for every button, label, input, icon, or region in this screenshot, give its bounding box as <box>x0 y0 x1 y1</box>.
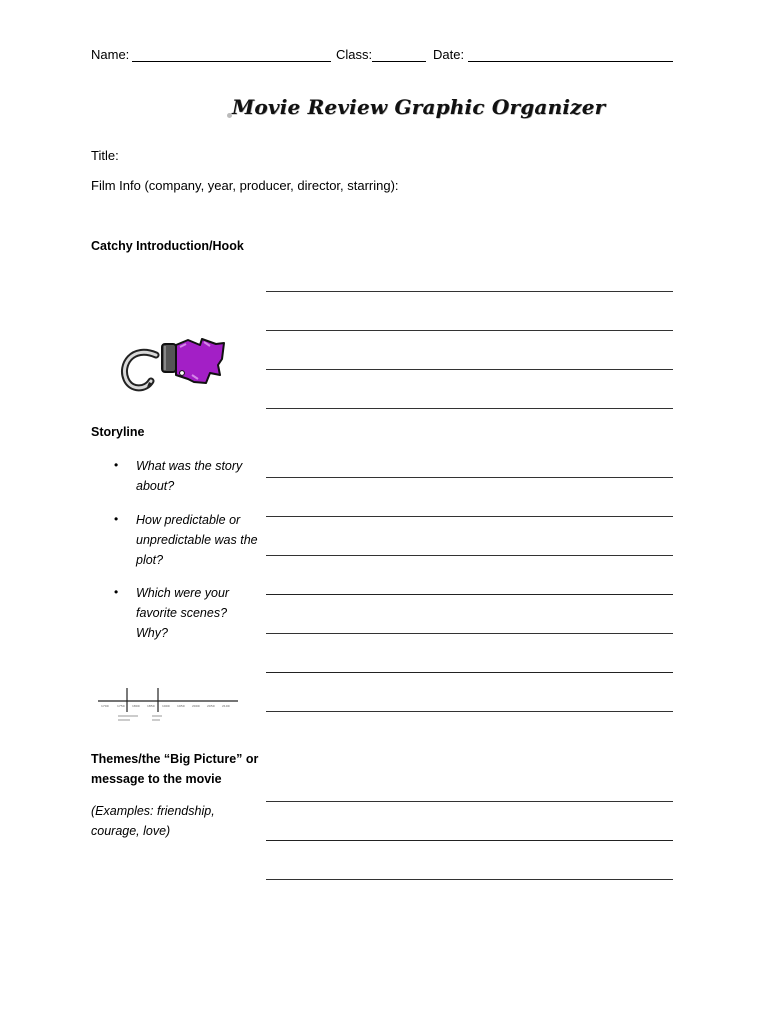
storyline-line-4[interactable] <box>266 594 673 595</box>
page-title: Movie Review Graphic Organizer <box>232 95 606 119</box>
themes-line-1[interactable] <box>266 801 673 802</box>
timeline-tick-label: 2100 <box>222 704 230 708</box>
hook-line-2[interactable] <box>266 330 673 331</box>
timeline-tick-label: 2050 <box>207 704 215 708</box>
timeline-tick-label: 1850 <box>147 704 155 708</box>
storyline-line-5[interactable] <box>266 633 673 634</box>
title-field-label: Title: <box>91 148 119 163</box>
film-info-label: Film Info (company, year, producer, director, starring): <box>91 178 399 193</box>
timeline-tick-label: 1700 <box>101 704 109 708</box>
class-field[interactable] <box>372 61 426 62</box>
themes-heading: Themes/the “Big Picture” or message to the movie <box>91 752 259 786</box>
class-label: Class: <box>336 47 373 62</box>
themes-line-3[interactable] <box>266 879 673 880</box>
timeline-tick-label: 2000 <box>192 704 200 708</box>
timeline-icon <box>96 686 241 726</box>
timeline-tick-label: 1800 <box>132 704 140 708</box>
storyline-line-7[interactable] <box>266 711 673 712</box>
storyline-bullet-2: How predictable or unpredictable was the plot? <box>136 513 258 567</box>
date-label: Date: <box>433 47 465 62</box>
bullet-marker: • <box>114 585 119 599</box>
hook-line-3[interactable] <box>266 369 673 370</box>
storyline-heading: Storyline <box>91 425 145 439</box>
timeline-tick-label: 1950 <box>177 704 185 708</box>
storyline-line-1[interactable] <box>266 477 673 478</box>
bullet-marker: • <box>114 458 119 472</box>
pirate-hook-icon <box>118 335 228 397</box>
date-field[interactable] <box>468 61 673 62</box>
bullet-marker: • <box>114 512 119 526</box>
themes-line-2[interactable] <box>266 840 673 841</box>
storyline-line-3[interactable] <box>266 555 673 556</box>
name-field[interactable] <box>132 61 331 62</box>
name-label: Name: <box>91 47 130 62</box>
hook-heading: Catchy Introduction/Hook <box>91 239 244 253</box>
timeline-tick-label: 1750 <box>117 704 125 708</box>
hook-line-4[interactable] <box>266 408 673 409</box>
storyline-line-2[interactable] <box>266 516 673 517</box>
storyline-line-6[interactable] <box>266 672 673 673</box>
timeline-tick-label: 1900 <box>162 704 170 708</box>
storyline-bullet-3: Which were your favorite scenes? Why? <box>136 586 230 640</box>
themes-examples: (Examples: friendship, courage, love) <box>91 804 215 838</box>
storyline-bullet-1: What was the story about? <box>136 459 243 493</box>
hook-line-1[interactable] <box>266 291 673 292</box>
